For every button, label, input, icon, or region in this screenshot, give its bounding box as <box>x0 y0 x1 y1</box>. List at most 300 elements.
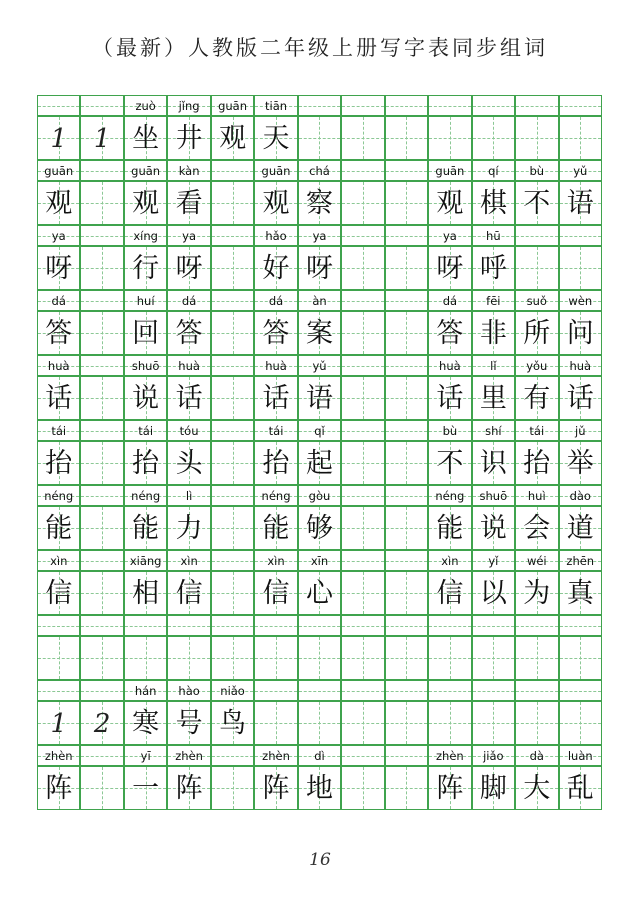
character-cell <box>298 701 341 745</box>
pinyin-row <box>37 485 602 506</box>
character-cell <box>254 246 297 290</box>
hanzi-character: 回 <box>132 318 160 349</box>
character-cell <box>341 376 384 420</box>
practice-grid <box>37 95 602 810</box>
hanzi-character <box>386 312 427 354</box>
hanzi-character: 行 <box>132 253 160 284</box>
hanzi-character: 案 <box>305 318 333 349</box>
character-cell <box>341 701 384 745</box>
pinyin-cell <box>559 160 602 181</box>
pinyin-text: huà <box>569 359 592 373</box>
pinyin-text: néng <box>131 489 161 503</box>
hanzi-character <box>560 702 601 744</box>
character-cell <box>211 766 254 810</box>
character-cell <box>37 441 80 485</box>
hanzi-character <box>386 442 427 484</box>
pinyin-cell <box>472 290 515 311</box>
pinyin-text: jǐng <box>178 99 200 113</box>
pinyin-cell <box>472 615 515 636</box>
pinyin-cell <box>472 680 515 701</box>
pinyin-cell <box>559 95 602 116</box>
character-cell <box>80 376 123 420</box>
character-cell <box>254 376 297 420</box>
character-cell <box>559 246 602 290</box>
pinyin-cell <box>385 550 428 571</box>
pinyin-cell <box>211 550 254 571</box>
character-row <box>37 636 602 680</box>
pinyin-cell <box>298 225 341 246</box>
hanzi-character: 号 <box>175 708 203 739</box>
pinyin-cell <box>515 745 558 766</box>
character-cell <box>211 571 254 615</box>
pinyin-text: jǔ <box>575 424 586 438</box>
pinyin-cell <box>167 225 210 246</box>
pinyin-cell <box>341 95 384 116</box>
pinyin-row <box>37 95 602 116</box>
character-cell <box>37 181 80 225</box>
pinyin-cell <box>211 485 254 506</box>
pinyin-cell <box>167 95 210 116</box>
pinyin-cell <box>167 420 210 441</box>
character-cell <box>341 311 384 355</box>
hanzi-character <box>81 767 122 809</box>
character-cell <box>428 441 471 485</box>
character-cell <box>341 116 384 160</box>
pinyin-cell <box>37 225 80 246</box>
pinyin-text: bù <box>442 424 458 438</box>
pinyin-cell <box>341 485 384 506</box>
pinyin-text: guān <box>131 164 161 178</box>
pinyin-cell <box>211 355 254 376</box>
pinyin-cell <box>428 615 471 636</box>
pinyin-cell <box>80 420 123 441</box>
character-cell <box>167 571 210 615</box>
pinyin-cell <box>167 355 210 376</box>
pinyin-cell <box>124 290 167 311</box>
character-cell <box>428 246 471 290</box>
hanzi-character <box>560 637 601 679</box>
hanzi-character: 脚 <box>479 773 507 804</box>
pinyin-cell <box>37 745 80 766</box>
hanzi-character: 真 <box>566 578 594 609</box>
pinyin-text: gòu <box>308 489 331 503</box>
pinyin-text: hǎo <box>265 229 287 243</box>
hanzi-character <box>429 637 470 679</box>
pinyin-cell <box>211 95 254 116</box>
hanzi-character <box>212 572 253 614</box>
pinyin-text: hào <box>178 684 200 698</box>
hanzi-character <box>386 702 427 744</box>
character-cell <box>298 506 341 550</box>
page-title: （最新）人教版二年级上册写字表同步组词 <box>92 36 548 60</box>
character-cell <box>37 506 80 550</box>
character-cell <box>559 376 602 420</box>
hanzi-character: 话 <box>175 383 203 414</box>
pinyin-cell <box>167 550 210 571</box>
character-cell <box>341 181 384 225</box>
pinyin-cell <box>428 485 471 506</box>
pinyin-cell <box>37 95 80 116</box>
hanzi-character <box>212 247 253 289</box>
pinyin-cell <box>428 550 471 571</box>
pinyin-text: xìn <box>50 554 68 568</box>
hanzi-character <box>342 247 383 289</box>
character-cell <box>254 506 297 550</box>
pinyin-cell <box>37 290 80 311</box>
hanzi-character <box>516 247 557 289</box>
pinyin-cell <box>428 160 471 181</box>
pinyin-text: hū <box>486 229 501 243</box>
character-cell <box>124 181 167 225</box>
hanzi-character: 阵 <box>175 773 203 804</box>
pinyin-row <box>37 550 602 571</box>
pinyin-cell <box>515 615 558 636</box>
pinyin-cell <box>254 615 297 636</box>
pinyin-text: huà <box>265 359 287 373</box>
pinyin-text: néng <box>261 489 291 503</box>
hanzi-character <box>516 117 557 159</box>
character-cell <box>211 116 254 160</box>
pinyin-text: yǒu <box>526 359 548 373</box>
hanzi-character: 抬 <box>45 448 73 479</box>
hanzi-character: 看 <box>175 188 203 219</box>
pinyin-cell <box>515 485 558 506</box>
pinyin-cell <box>515 95 558 116</box>
pinyin-cell <box>385 225 428 246</box>
hanzi-character: 相 <box>132 578 160 609</box>
pinyin-text: shuō <box>479 489 508 503</box>
character-row <box>37 506 602 550</box>
pinyin-text: dà <box>529 749 544 763</box>
hanzi-character <box>299 702 340 744</box>
lesson-number: 1 <box>93 124 111 154</box>
pinyin-cell <box>37 355 80 376</box>
hanzi-character: 语 <box>305 383 333 414</box>
pinyin-cell <box>472 550 515 571</box>
pinyin-cell <box>341 225 384 246</box>
hanzi-character: 道 <box>566 513 594 544</box>
character-cell <box>472 571 515 615</box>
character-cell <box>167 181 210 225</box>
character-cell <box>80 506 123 550</box>
character-cell <box>515 701 558 745</box>
character-cell <box>211 376 254 420</box>
pinyin-text: kàn <box>178 164 200 178</box>
hanzi-character: 说 <box>479 513 507 544</box>
hanzi-character <box>386 767 427 809</box>
pinyin-cell <box>124 355 167 376</box>
character-cell <box>385 636 428 680</box>
pinyin-cell <box>559 550 602 571</box>
hanzi-character: 信 <box>436 578 464 609</box>
pinyin-cell <box>385 290 428 311</box>
pinyin-cell <box>167 160 210 181</box>
hanzi-character: 说 <box>132 383 160 414</box>
lesson-number: 1 <box>50 709 67 739</box>
pinyin-text: zuò <box>135 99 156 113</box>
character-cell <box>124 116 167 160</box>
character-cell <box>472 376 515 420</box>
hanzi-character <box>299 637 340 679</box>
pinyin-text: xìn <box>267 554 285 568</box>
character-cell <box>428 376 471 420</box>
character-cell <box>385 181 428 225</box>
character-cell <box>515 311 558 355</box>
character-cell <box>211 506 254 550</box>
hanzi-character: 天 <box>262 123 290 154</box>
pinyin-cell <box>211 420 254 441</box>
character-cell <box>385 701 428 745</box>
character-cell <box>472 311 515 355</box>
character-cell <box>124 636 167 680</box>
character-cell <box>559 636 602 680</box>
hanzi-character <box>255 702 296 744</box>
character-cell <box>385 116 428 160</box>
hanzi-character <box>560 247 601 289</box>
pinyin-cell <box>124 745 167 766</box>
hanzi-character: 答 <box>45 318 73 349</box>
hanzi-character <box>81 442 122 484</box>
pinyin-cell <box>80 550 123 571</box>
hanzi-character: 不 <box>436 448 464 479</box>
character-cell <box>472 636 515 680</box>
pinyin-text: luàn <box>567 749 593 763</box>
hanzi-character: 话 <box>45 383 73 414</box>
hanzi-character <box>342 182 383 224</box>
character-cell <box>80 701 123 745</box>
hanzi-character <box>81 377 122 419</box>
pinyin-cell <box>559 485 602 506</box>
pinyin-cell <box>254 745 297 766</box>
pinyin-cell <box>559 420 602 441</box>
pinyin-text: tiān <box>265 99 288 113</box>
pinyin-cell <box>428 420 471 441</box>
character-cell <box>211 701 254 745</box>
character-cell <box>80 116 123 160</box>
character-cell <box>385 506 428 550</box>
character-cell <box>472 116 515 160</box>
character-cell <box>298 441 341 485</box>
hanzi-character: 察 <box>305 188 333 219</box>
pinyin-cell <box>472 745 515 766</box>
pinyin-cell <box>298 745 341 766</box>
character-cell <box>124 506 167 550</box>
pinyin-text: dì <box>314 749 325 763</box>
hanzi-character: 会 <box>523 513 551 544</box>
character-cell <box>254 311 297 355</box>
hanzi-character <box>212 312 253 354</box>
hanzi-character <box>386 572 427 614</box>
pinyin-cell <box>80 680 123 701</box>
character-cell <box>559 766 602 810</box>
hanzi-character: 抬 <box>523 448 551 479</box>
character-cell <box>37 311 80 355</box>
hanzi-character <box>473 117 514 159</box>
hanzi-character: 心 <box>305 578 333 609</box>
pinyin-cell <box>254 680 297 701</box>
character-cell <box>559 506 602 550</box>
pinyin-cell <box>341 615 384 636</box>
pinyin-cell <box>298 95 341 116</box>
hanzi-character: 非 <box>479 318 507 349</box>
character-row <box>37 311 602 355</box>
hanzi-character: 抬 <box>132 448 160 479</box>
pinyin-cell <box>80 615 123 636</box>
hanzi-character: 识 <box>479 448 507 479</box>
pinyin-text: zhèn <box>175 749 203 763</box>
character-cell <box>298 246 341 290</box>
character-cell <box>385 766 428 810</box>
hanzi-character <box>386 637 427 679</box>
pinyin-cell <box>80 95 123 116</box>
pinyin-cell <box>428 95 471 116</box>
character-cell <box>428 311 471 355</box>
hanzi-character <box>342 507 383 549</box>
pinyin-cell <box>254 160 297 181</box>
pinyin-text: tái <box>51 424 67 438</box>
hanzi-character <box>342 702 383 744</box>
pinyin-cell <box>515 550 558 571</box>
character-cell <box>37 571 80 615</box>
hanzi-character <box>473 637 514 679</box>
pinyin-cell <box>428 355 471 376</box>
character-cell <box>298 571 341 615</box>
pinyin-text: guān <box>218 99 248 113</box>
pinyin-cell <box>167 745 210 766</box>
character-cell <box>80 246 123 290</box>
character-cell <box>167 766 210 810</box>
pinyin-cell <box>80 225 123 246</box>
pinyin-text: ya <box>442 229 457 243</box>
pinyin-text: néng <box>44 489 74 503</box>
character-cell <box>559 571 602 615</box>
hanzi-character: 观 <box>45 188 73 219</box>
pinyin-cell <box>254 290 297 311</box>
pinyin-cell <box>124 615 167 636</box>
character-cell <box>124 701 167 745</box>
character-cell <box>37 766 80 810</box>
hanzi-character: 乱 <box>566 773 594 804</box>
hanzi-character: 好 <box>262 253 290 284</box>
character-cell <box>515 246 558 290</box>
pinyin-cell <box>385 485 428 506</box>
hanzi-character <box>386 182 427 224</box>
character-cell <box>515 181 558 225</box>
pinyin-cell <box>559 680 602 701</box>
pinyin-cell <box>428 680 471 701</box>
character-cell <box>124 766 167 810</box>
pinyin-text: niǎo <box>220 684 245 698</box>
pinyin-cell <box>211 290 254 311</box>
pinyin-text: chá <box>309 164 330 178</box>
character-cell <box>298 116 341 160</box>
character-cell <box>37 116 80 160</box>
pinyin-text: ya <box>312 229 327 243</box>
character-cell <box>428 506 471 550</box>
pinyin-cell <box>211 615 254 636</box>
character-cell <box>254 571 297 615</box>
pinyin-text: néng <box>435 489 465 503</box>
hanzi-character: 信 <box>45 578 73 609</box>
character-cell <box>37 376 80 420</box>
pinyin-cell <box>559 290 602 311</box>
hanzi-character <box>386 507 427 549</box>
pinyin-text: hán <box>134 684 157 698</box>
hanzi-character: 观 <box>436 188 464 219</box>
pinyin-cell <box>515 290 558 311</box>
character-cell <box>341 246 384 290</box>
pinyin-cell <box>298 550 341 571</box>
character-cell <box>254 181 297 225</box>
pinyin-cell <box>472 355 515 376</box>
hanzi-character: 能 <box>45 513 73 544</box>
hanzi-character: 头 <box>175 448 203 479</box>
character-cell <box>298 376 341 420</box>
hanzi-character: 寒 <box>132 708 160 739</box>
pinyin-text: zhèn <box>262 749 290 763</box>
pinyin-cell <box>472 95 515 116</box>
character-row <box>37 376 602 420</box>
pinyin-text: dào <box>569 489 591 503</box>
hanzi-character <box>81 572 122 614</box>
pinyin-text: wéi <box>526 554 547 568</box>
character-cell <box>80 766 123 810</box>
pinyin-text: guān <box>261 164 291 178</box>
character-cell <box>80 181 123 225</box>
pinyin-cell <box>80 290 123 311</box>
hanzi-character: 阵 <box>45 773 73 804</box>
character-row <box>37 571 602 615</box>
character-cell <box>80 571 123 615</box>
hanzi-character: 观 <box>132 188 160 219</box>
pinyin-text: jiǎo <box>483 749 504 763</box>
pinyin-cell <box>37 550 80 571</box>
pinyin-cell <box>385 95 428 116</box>
pinyin-cell <box>428 225 471 246</box>
character-cell <box>167 246 210 290</box>
pinyin-text: yī <box>140 749 151 763</box>
character-row <box>37 246 602 290</box>
character-cell <box>559 701 602 745</box>
character-cell <box>37 636 80 680</box>
hanzi-character <box>299 117 340 159</box>
pinyin-text: àn <box>312 294 327 308</box>
hanzi-character: 语 <box>566 188 594 219</box>
pinyin-cell <box>80 745 123 766</box>
pinyin-cell <box>559 225 602 246</box>
pinyin-text: qí <box>488 164 499 178</box>
character-cell <box>515 571 558 615</box>
character-cell <box>167 311 210 355</box>
character-cell <box>385 311 428 355</box>
pinyin-row <box>37 290 602 311</box>
pinyin-cell <box>254 485 297 506</box>
pinyin-text: yǔ <box>312 359 327 373</box>
character-cell <box>211 246 254 290</box>
pinyin-row <box>37 745 602 766</box>
pinyin-text: qǐ <box>314 424 325 438</box>
pinyin-text: huí <box>136 294 155 308</box>
hanzi-character: 观 <box>262 188 290 219</box>
pinyin-cell <box>298 290 341 311</box>
hanzi-character: 起 <box>305 448 333 479</box>
pinyin-cell <box>298 615 341 636</box>
pinyin-text: ya <box>51 229 66 243</box>
pinyin-cell <box>559 355 602 376</box>
pinyin-text: xìn <box>441 554 459 568</box>
pinyin-text: zhèn <box>436 749 464 763</box>
hanzi-character: 答 <box>175 318 203 349</box>
